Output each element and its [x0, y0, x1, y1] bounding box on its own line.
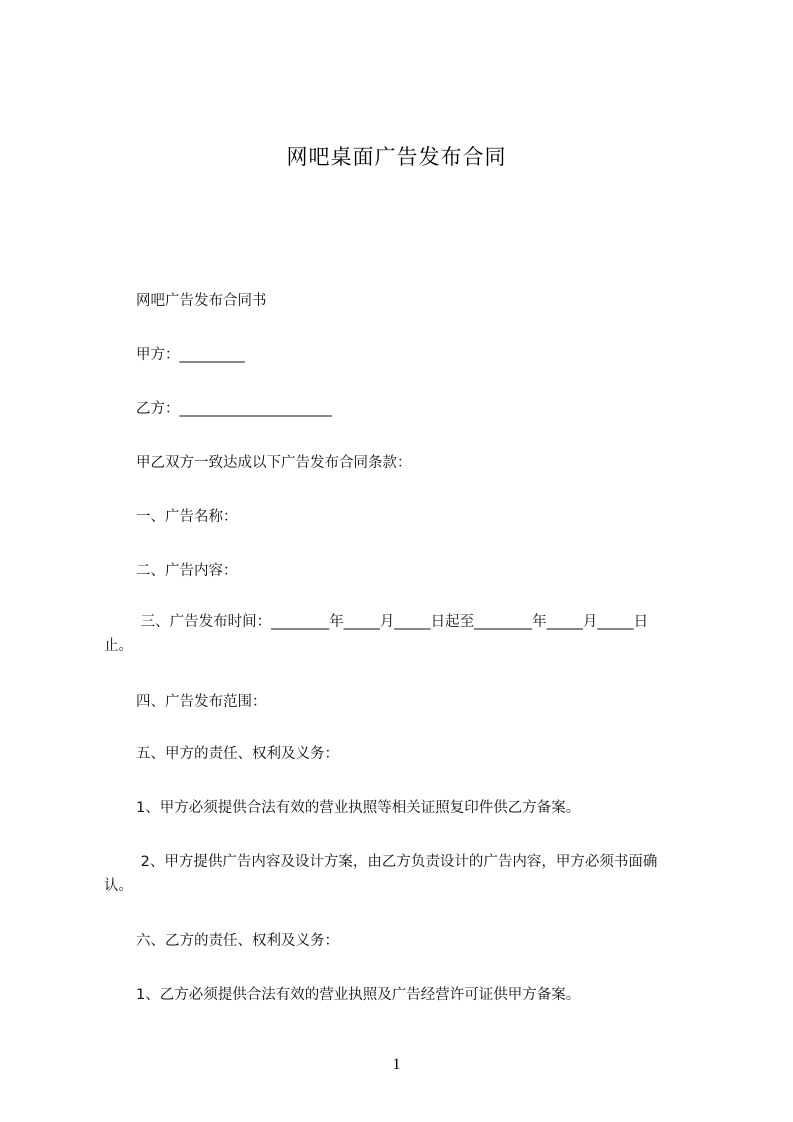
- page-number: 1: [392, 1056, 401, 1073]
- contract-heading: 网吧广告发布合同书: [136, 293, 267, 309]
- document-title: 网吧桌面广告发布合同: [286, 145, 507, 169]
- clause-publish-time-line2: 止。: [104, 638, 133, 654]
- clause-party-a-duties: 五、甲方的责任、权利及义务：: [136, 746, 339, 762]
- party-a-duty-2-line1: 2、甲方提供广告内容及设计方案，由乙方负责设计的广告内容，甲方必须书面确: [136, 854, 658, 870]
- party-a-duty-2-line2: 认。: [104, 878, 133, 894]
- party-a-duty-1: 1、甲方必须提供合法有效的营业执照等相关证照复印件供乙方备案。: [136, 800, 581, 816]
- party-a-duty-2: [104, 850, 714, 898]
- clause-ad-content: 二、广告内容：: [136, 563, 238, 579]
- clause-publish-time: [104, 610, 714, 658]
- clause-publish-scope: 四、广告发布范围：: [136, 694, 267, 710]
- party-b-line: 乙方：_____________________: [136, 401, 332, 417]
- party-b-duty-1: 1、乙方必须提供合法有效的营业执照及广告经营许可证供甲方备案。: [136, 987, 581, 1003]
- clause-publish-time-line1: 三、广告发布时间：________年_____月_____日起至________年_____月_____日: [136, 614, 649, 630]
- clause-party-b-duties: 六、乙方的责任、权利及义务：: [136, 933, 339, 949]
- clause-ad-name: 一、广告名称：: [136, 509, 238, 525]
- party-a-line: 甲方：_________: [136, 347, 245, 363]
- agreement-intro: 甲乙双方一致达成以下广告发布合同条款：: [136, 455, 412, 471]
